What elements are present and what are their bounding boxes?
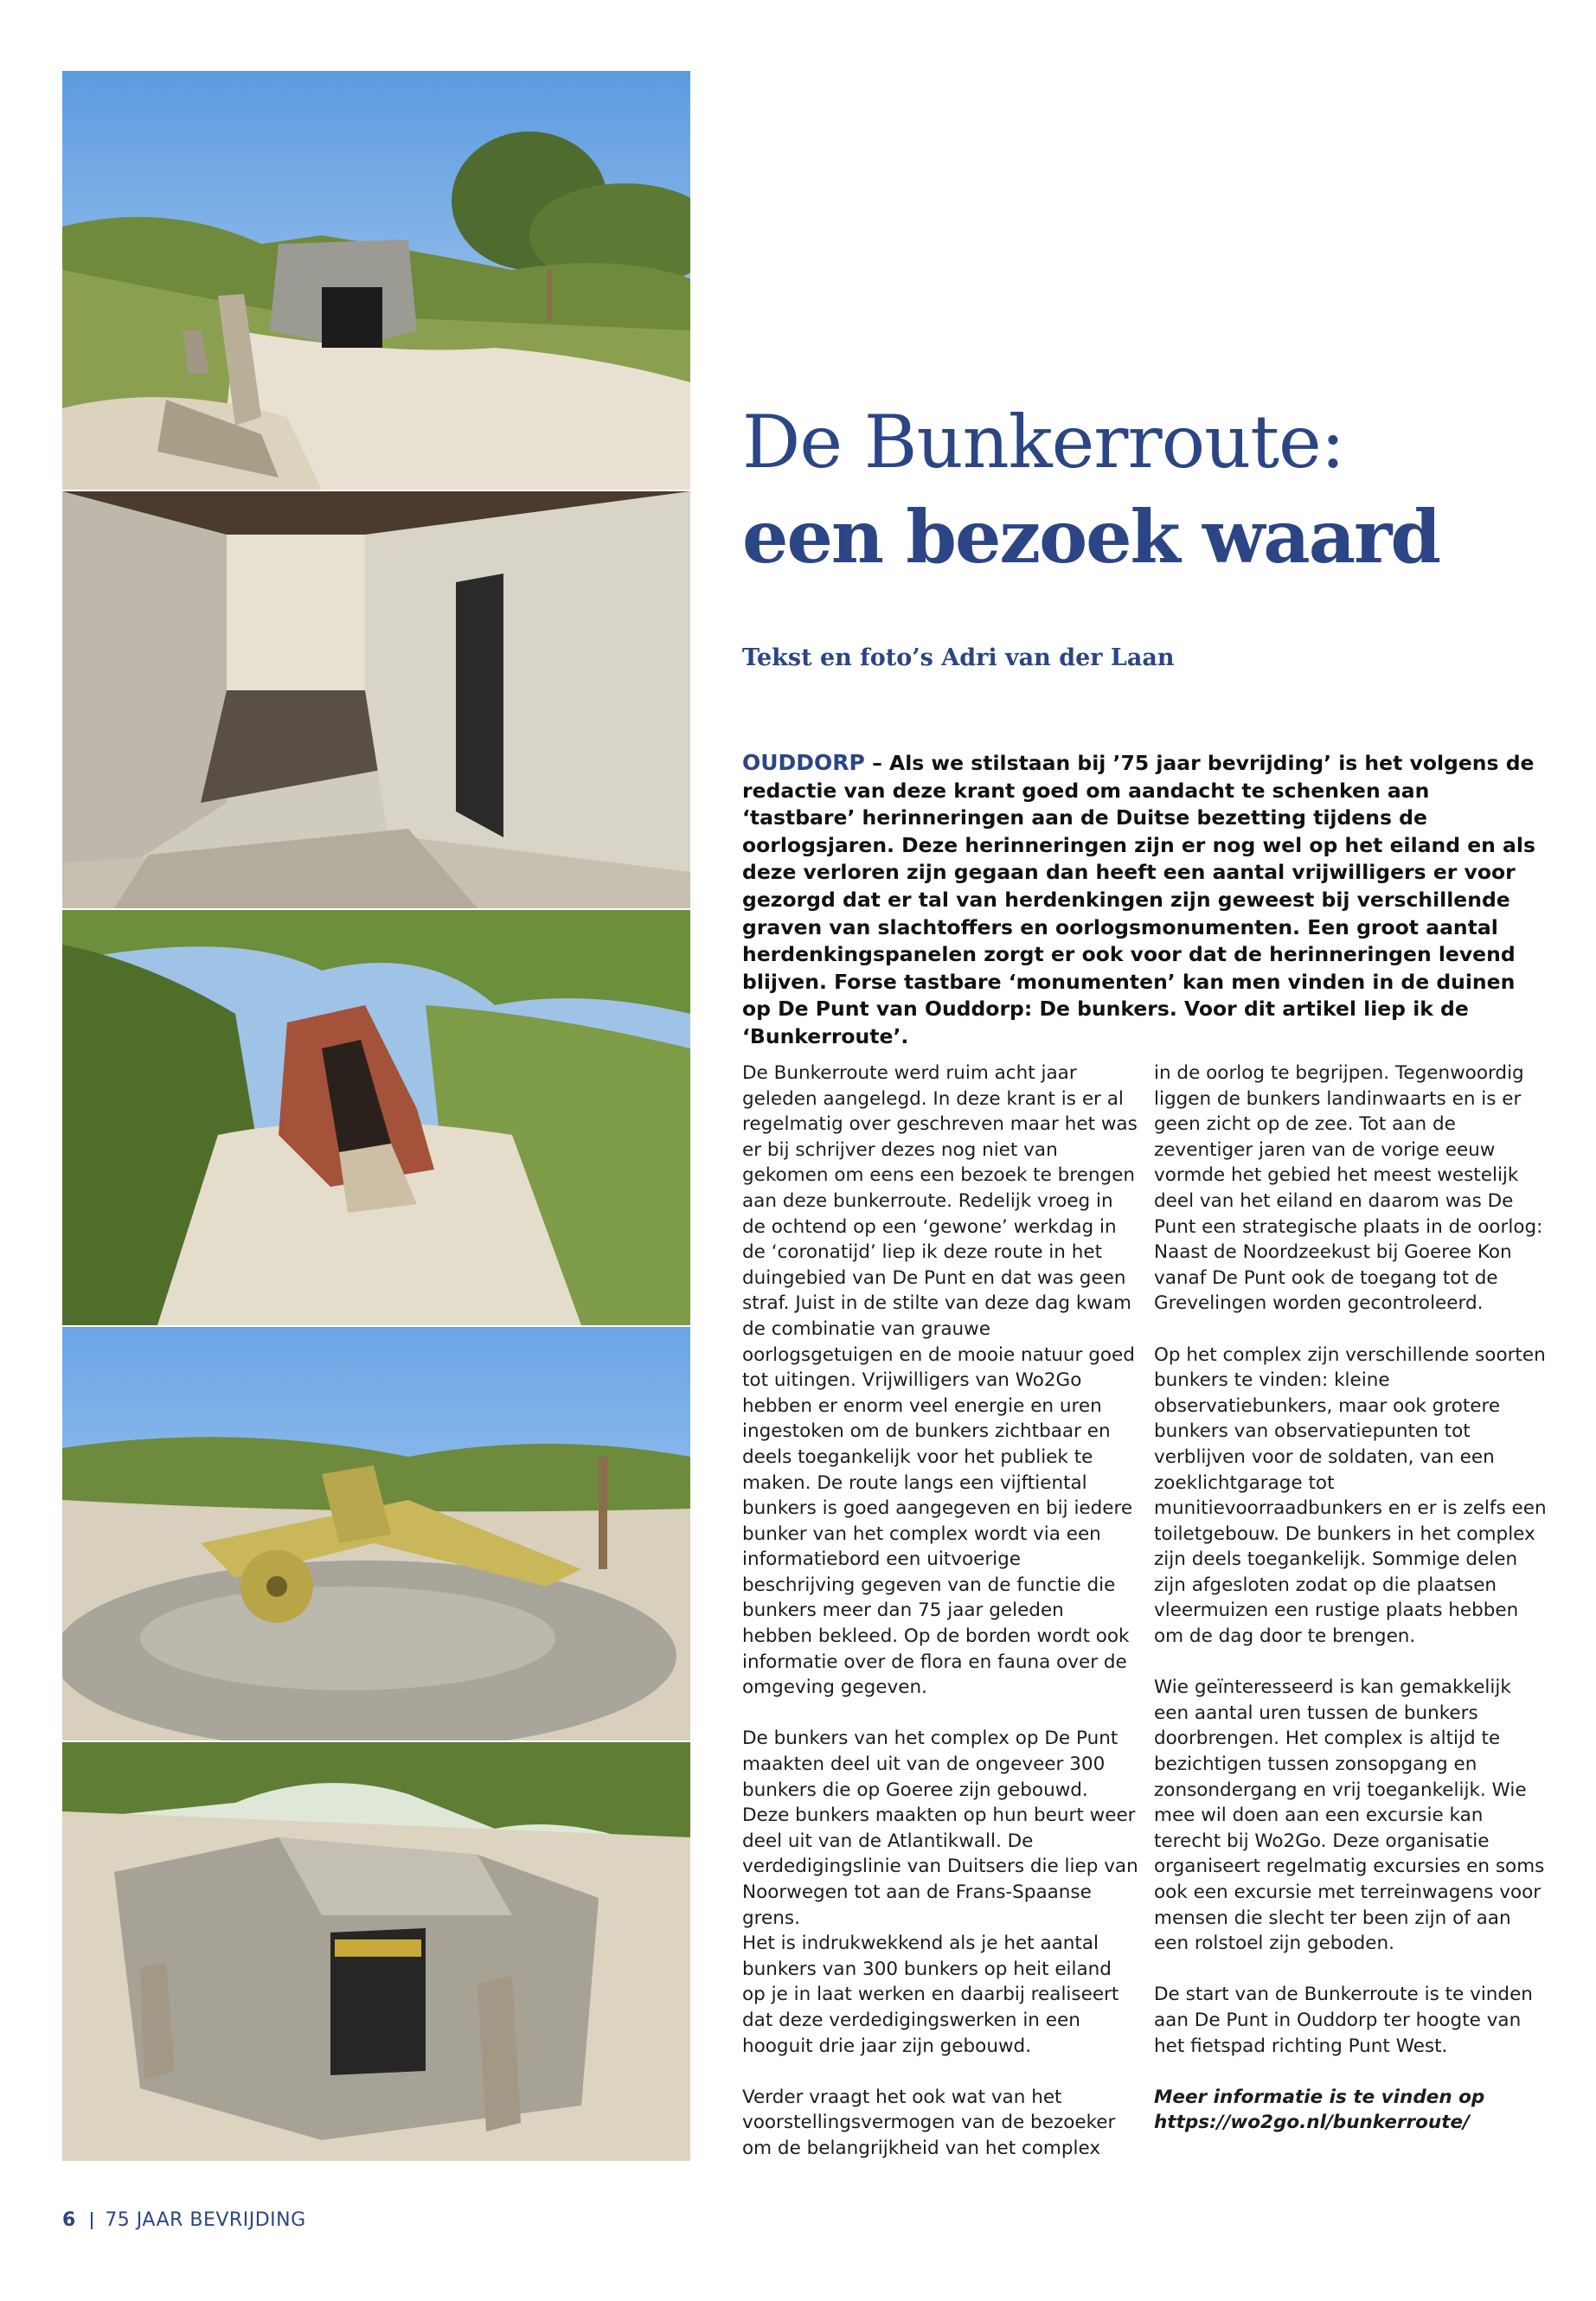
paragraph: De Bunkerroute werd ruim acht jaar geleden aangelegd. In deze krant is er al regelmatig over geschreven maar het was er bij schrijver dezes nog niet van gekomen om eens een bezoek te brengen aan deze bunkerroute. Redelijk vroeg in de ochtend op een ‘gewone’ werkdag in de ‘coronatijd’ liep ik deze route in het duingebied van De Punt en dat was geen straf. Juist in de stilte van deze dag kwam de combinatie van grauwe oorlogsgetuigen en de mooie natuur goed tot uitingen. Vrijwilligers van Wo2Go hebben er enorm veel energie en uren ingestoken om de bunkers zichtbaar en deels toegankelijk voor het publiek te maken. De route langs een vijftiental bunkers is goed aangegeven en bij iedere bunker van het complex wordt via een informatiebord een uitvoerige beschrijving gegeven van de functie die bunkers meer dan 75 jaar geleden hebben bekleed. Op de borden wordt ook informatie over de flora en fauna over de omgeving gegeven. [742,1062,1138,1699]
paragraph: Op het complex zijn verschillende soorten bunkers te vinden: kleine observatiebunkers, maar ook grotere bunkers van observatiepunten tot verblijven voor de soldaten, van een zoeklichtgarage tot munitievoorraadbunkers en er is zelfs een toiletgebouw. De bunkers in het complex zijn deels toegankelijk. Sommige delen zijn afgesloten zodat op die plaatsen vleermuizen een rustige plaats hebben om de dag door te brengen. [1154,1343,1547,1648]
footer-divider [91,2212,93,2229]
intro-text: – Als we stilstaan bij ’75 jaar bevrijding’ is het volgens de redactie van deze krant goed om aandacht te schenken aan ‘tastbare’ herinneringen aan de Duitse bezetting tijdens de oorlogsjaren. Deze herinneringen zijn er nog wel op het eiland en als deze verloren zijn gegaan dan heeft een aantal vrijwilligers er voor gezorgd dat er tal van herdenkingen zijn geweest bij verschillende graven van slachtoffers en oorlogsmonumenten. Een groot aantal herdenkingspanelen zorgt er ook voor dat de herinneringen levend blijven. Forse tastbare ‘monumenten’ kan men vinden in de duinen op De Punt van Ouddorp: De bunkers. Voor dit artikel liep ik de ‘Bunkerroute’. [742,751,1535,1048]
publication-name: 75 JAAR BEVRIJDING [105,2209,306,2231]
photo-anti-tank-gun [62,1327,690,1740]
body-column-right [1154,1061,1550,2136]
paragraph: in de oorlog te begrijpen. Tegenwoordig liggen de bunkers landinwaarts en is er geen zicht op de zee. Tot aan de zeventiger jaren van de vorige eeuw vormde het gebied het meest westelijk deel van het eiland en daarom was De Punt een strategische plaats in de oorlog: Naast de Noordzeekust bij Goeree Kon vanaf De Punt ook de toegang tot de Grevelingen worden gecontroleerd. [1154,1062,1543,1315]
photo-bunker-entrance-dunes [62,71,690,490]
paragraph: Wie geïnteresseerd is kan gemakkelijk een aantal uren tussen de bunkers doorbrengen. Het complex is altijd te bezichtigen tussen zonsopgang en zonsondergang en vrij toegankelijk. Wie mee wil doen aan een excursie kan terecht bij Wo2Go. Deze organisatie organiseert regelmatig excursies en soms ook een excursie met terreinwagens voor mensen die slecht ter been zijn of aan een rolstoel zijn geboden. [1154,1676,1545,1955]
dateline-location: OUDDORP [742,750,865,775]
more-info-link[interactable]: Meer informatie is te vinden op https://wo2go.nl/bunkerroute/ [1154,2086,1485,2134]
page-footer [62,2209,306,2231]
page-number: 6 [62,2209,76,2231]
paragraph: De bunkers van het complex op De Punt maakten deel uit van de ongeveer 300 bunkers die op Goeree zijn gebouwd. Deze bunkers maakten op hun beurt weer deel uit van de Atlantikwall. De verdedigingslinie van Duitsers die liep van Noorwegen tot aan de Frans-Spaanse grens. [742,1727,1138,1929]
paragraph: Verder vraagt het ook wat van het voorstellingsvermogen van de bezoeker om de belangrijkheid van het complex [742,2086,1116,2159]
article-intro [742,749,1542,1051]
article-title-line-2: een bezoek waard [742,494,1440,580]
photo-bunker-with-info-board [62,1742,690,2161]
paragraph: De start van de Bunkerroute is te vinden aan De Punt in Ouddorp ter hoogte van het fietspad richting Punt West. [1154,1984,1533,2057]
photo-bunker-interior-corridor [62,491,690,908]
article-byline: Tekst en foto’s Adri van der Laan [742,644,1175,671]
body-column-left [742,1061,1138,2162]
article-title-line-1: De Bunkerroute: [742,400,1345,484]
paragraph: Het is indrukwekkend als je het aantal bunkers van 300 bunkers op heit eiland op je in laat werken en daarbij realiseert dat deze verdedigingswerken in een hooguit drie jaar zijn gebouwd. [742,1932,1119,2057]
photo-brick-trench-entrance [62,910,690,1325]
